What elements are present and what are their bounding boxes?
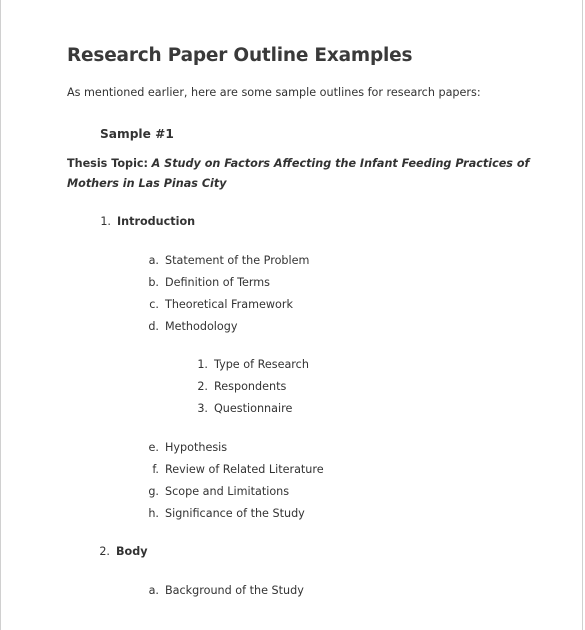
- outline-item-significance: [143, 507, 305, 520]
- outline-label: Hypothesis: [165, 441, 228, 454]
- outline-marker: d.: [148, 320, 159, 333]
- outline-label: Questionnaire: [214, 402, 293, 415]
- outline-label: Background of the Study: [165, 584, 304, 597]
- outline-item-background-of-study: [143, 584, 304, 597]
- outline-marker: 3.: [197, 402, 208, 415]
- outline-item-definition-of-terms: [143, 276, 270, 289]
- outline-marker: f.: [152, 463, 159, 476]
- outline-marker: g.: [148, 485, 159, 498]
- outline-label: Body: [116, 545, 148, 558]
- outline-label: Significance of the Study: [165, 507, 305, 520]
- thesis-topic: [67, 154, 537, 193]
- page-title: Research Paper Outline Examples: [67, 45, 413, 66]
- outline-item-theoretical-framework: [143, 298, 293, 311]
- thesis-title: A Study on Factors Affecting the Infant Feeding Practices of Mothers in Las Pinas City: [67, 157, 530, 190]
- outline-label: Review of Related Literature: [165, 463, 324, 476]
- outline-marker: b.: [148, 276, 159, 289]
- outline-section-body: [95, 545, 148, 558]
- outline-item-hypothesis: [143, 441, 227, 454]
- outline-subitem-type-of-research: [193, 358, 309, 371]
- outline-marker: 1.: [100, 215, 111, 228]
- outline-item-review-of-literature: [143, 463, 324, 476]
- intro-text: As mentioned earlier, here are some sample outlines for research papers:: [67, 86, 481, 99]
- outline-marker: e.: [148, 441, 159, 454]
- outline-label: Introduction: [117, 215, 196, 228]
- outline-marker: 2.: [197, 380, 208, 393]
- outline-label: Type of Research: [214, 358, 309, 371]
- outline-item-methodology: [143, 320, 237, 333]
- outline-subitem-questionnaire: [193, 402, 292, 415]
- outline-label: Definition of Terms: [165, 276, 271, 289]
- outline-label: Theoretical Framework: [165, 298, 293, 311]
- outline-marker: a.: [148, 254, 159, 267]
- thesis-label: Thesis Topic:: [67, 157, 149, 170]
- outline-label: Respondents: [214, 380, 287, 393]
- outline-label: Statement of the Problem: [165, 254, 310, 267]
- outline-item-scope-and-limitations: [143, 485, 289, 498]
- outline-marker: 2.: [99, 545, 110, 558]
- outline-label: Scope and Limitations: [165, 485, 290, 498]
- outline-item-statement-of-problem: [143, 254, 309, 267]
- outline-section-introduction: [97, 215, 195, 228]
- outline-label: Methodology: [165, 320, 238, 333]
- outline-marker: 1.: [197, 358, 208, 371]
- sample-heading: Sample #1: [100, 127, 174, 141]
- outline-marker: h.: [148, 507, 159, 520]
- outline-marker: a.: [148, 584, 159, 597]
- outline-marker: c.: [149, 298, 159, 311]
- outline-subitem-respondents: [193, 380, 286, 393]
